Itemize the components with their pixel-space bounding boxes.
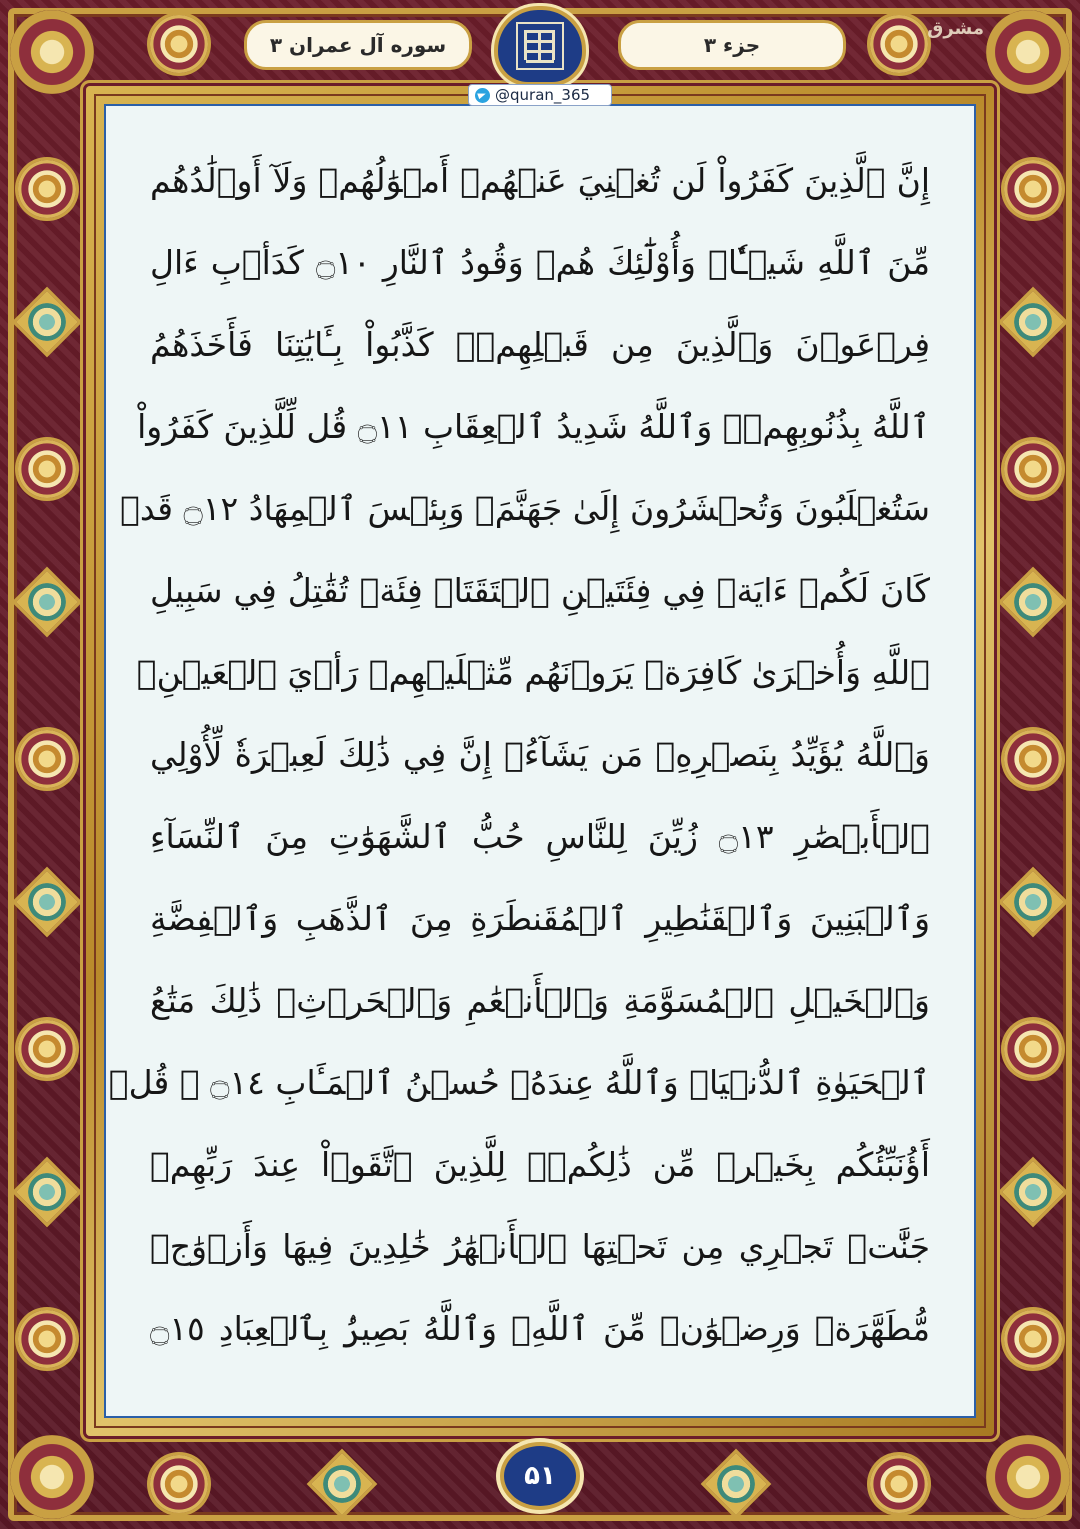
corner-ornament-bottom-right [986, 1435, 1070, 1519]
telegram-icon [475, 88, 490, 103]
verse-line: فِرۡعَوۡنَ وَٱلَّذِينَ مِن قَبۡلِهِمۡۚ كَذَّبُواْ بِـَٔايَٰتِنَا فَأَخَذَهُمُ [150, 325, 930, 364]
corner-ornament-top-left [10, 10, 94, 94]
left-medallion-4 [18, 1020, 76, 1078]
right-medallion-2 [1004, 440, 1062, 498]
left-medallion-3 [18, 730, 76, 788]
verse-line: مُّطَهَّرَةٞ وَرِضۡوَٰنٞ مِّنَ ٱللَّهِۗ وَٱللَّهُ بَصِيرُۢ بِٱلۡعِبَادِ ۝١٥ [150, 1309, 930, 1348]
verse-line: وَٱللَّهُ يُؤَيِّدُ بِنَصۡرِهِۦ مَن يَشَآءُۚ إِنَّ فِي ذَٰلِكَ لَعِبۡرَةٗ لِّأُوْلِي [150, 735, 930, 774]
left-medallion-1 [18, 160, 76, 218]
right-medallion-5 [1004, 1310, 1062, 1368]
verse-line: جَنَّٰتٞ تَجۡرِي مِن تَحۡتِهَا ٱلۡأَنۡهَٰرُ خَٰلِدِينَ فِيهَا وَأَزۡوَٰجٞ [150, 1227, 930, 1266]
verse-line: ٱللَّهِ وَأُخۡرَىٰ كَافِرَةٞ يَرَوۡنَهُم مِّثۡلَيۡهِمۡ رَأۡيَ ٱلۡعَيۡنِۚ [136, 653, 930, 692]
left-medallion-5 [18, 1310, 76, 1368]
corner-ornament-top-right [986, 10, 1070, 94]
verse-line: ٱلۡحَيَوٰةِ ٱلدُّنۡيَاۖ وَٱللَّهُ عِندَهُۥ حُسۡنُ ٱلۡمَـَٔابِ ۝١٤ ۩ قُلۡ [108, 1063, 930, 1102]
verse-line: وَٱلۡخَيۡلِ ٱلۡمُسَوَّمَةِ وَٱلۡأَنۡعَٰمِ وَٱلۡحَرۡثِۗ ذَٰلِكَ مَتَٰعُ [150, 981, 930, 1020]
juz-label: جزء ۳ [618, 20, 846, 70]
top-medallion-1 [150, 15, 208, 73]
bottom-medallion-1 [150, 1455, 208, 1513]
emblem-icon [498, 10, 582, 82]
verse-line: سَتُغۡلَبُونَ وَتُحۡشَرُونَ إِلَىٰ جَهَنَّمَۖ وَبِئۡسَ ٱلۡمِهَادُ ۝١٢ قَدۡ [120, 489, 930, 528]
verse-line: أَؤُنَبِّئُكُم بِخَيۡرٖ مِّن ذَٰلِكُمۡۖ لِلَّذِينَ ٱتَّقَوۡاْ عِندَ رَبِّهِمۡ [150, 1145, 930, 1184]
left-medallion-2 [18, 440, 76, 498]
corner-ornament-bottom-left [10, 1435, 94, 1519]
verse-line: ٱللَّهُ بِذُنُوبِهِمۡۗ وَٱللَّهُ شَدِيدُ ٱلۡعِقَابِ ۝١١ قُل لِّلَّذِينَ كَفَرُواْ [137, 407, 930, 446]
surah-label: سوره آل عمران ۳ [244, 20, 472, 70]
channel-tag [468, 84, 612, 106]
verse-lines [108, 140, 930, 1370]
verse-line: وَٱلۡبَنِينَ وَٱلۡقَنَٰطِيرِ ٱلۡمُقَنطَرَةِ مِنَ ٱلذَّهَبِ وَٱلۡفِضَّةِ [150, 899, 930, 938]
top-medallion-2 [870, 15, 928, 73]
verse-line: كَانَ لَكُمۡ ءَايَةٞ فِي فِئَتَيۡنِ ٱلۡتَقَتَاۖ فِئَةٞ تُقَٰتِلُ فِي سَبِيلِ [150, 571, 930, 610]
page-number: ۵۱ [504, 1446, 576, 1506]
right-medallion-1 [1004, 160, 1062, 218]
watermark-logo: مشرق [927, 18, 984, 39]
channel-handle: @quran_365 [495, 86, 591, 104]
right-medallion-4 [1004, 1020, 1062, 1078]
verse-line: مِّنَ ٱللَّهِ شَيۡـٔٗاۖ وَأُوْلَٰٓئِكَ هُمۡ وَقُودُ ٱلنَّارِ ۝١٠ كَدَأۡبِ ءَالِ [150, 243, 930, 282]
bottom-medallion-2 [870, 1455, 928, 1513]
verse-line: ٱلۡأَبۡصَٰرِ ۝١٣ زُيِّنَ لِلنَّاسِ حُبُّ ٱلشَّهَوَٰتِ مِنَ ٱلنِّسَآءِ [150, 817, 930, 856]
right-medallion-3 [1004, 730, 1062, 788]
kufic-emblem-icon [516, 22, 564, 70]
verse-line: إِنَّ ٱلَّذِينَ كَفَرُواْ لَن تُغۡنِيَ عَنۡهُمۡ أَمۡوَٰلُهُمۡ وَلَآ أَوۡلَٰدُهُم [150, 161, 930, 200]
